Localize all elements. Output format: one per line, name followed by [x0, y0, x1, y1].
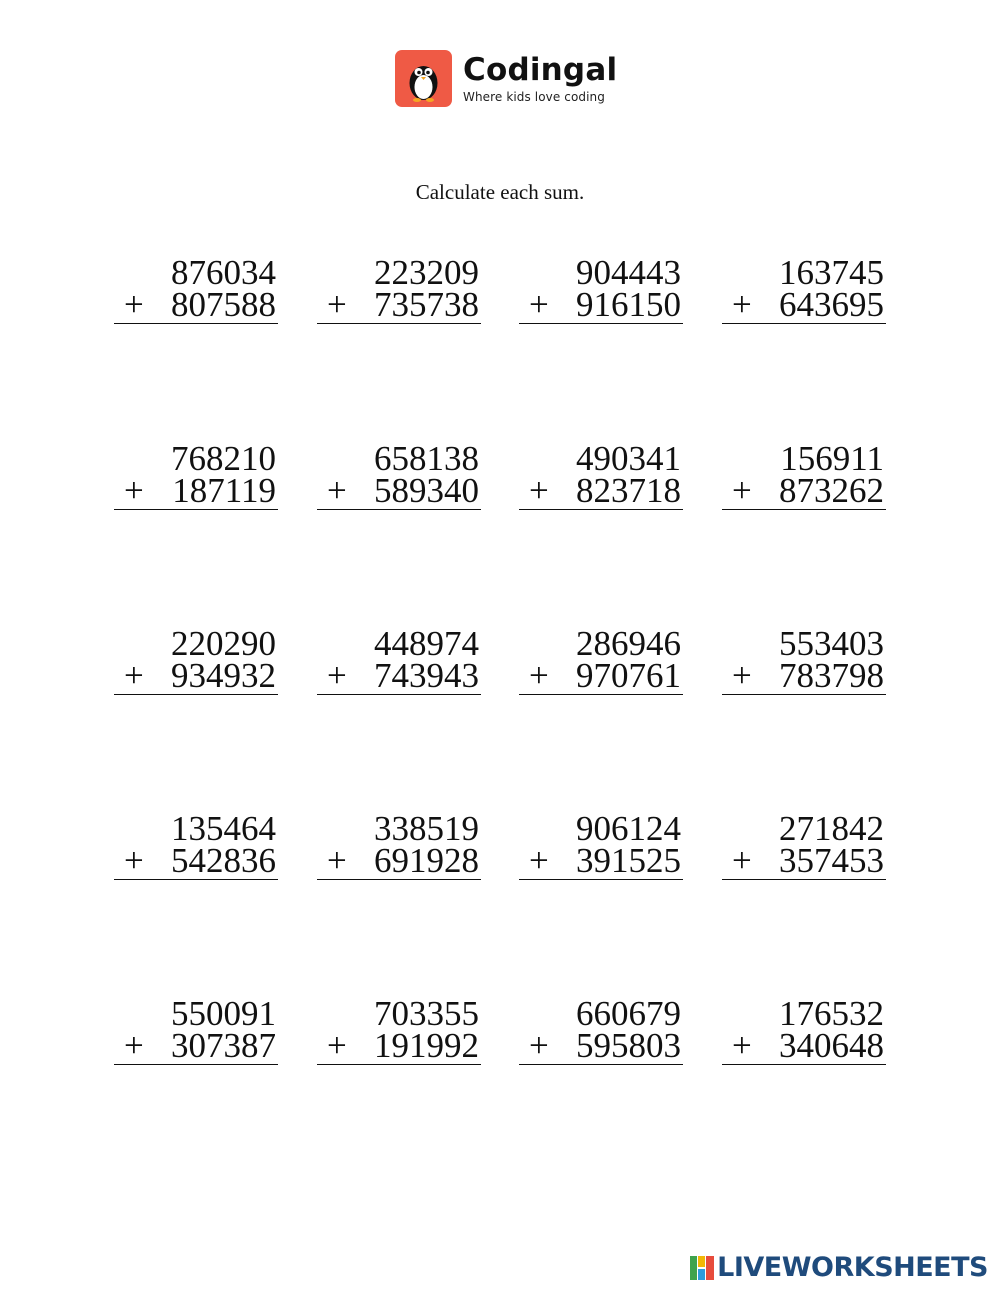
addend-bottom-row [722, 285, 886, 324]
addend-bottom-row [114, 285, 278, 324]
plus-sign: + [529, 285, 549, 324]
addend-bottom: 589340 [374, 471, 479, 510]
plus-sign: + [124, 471, 144, 510]
addend-bottom: 691928 [374, 841, 479, 880]
addend-top: 490341 [576, 439, 681, 478]
addend-bottom-row [722, 841, 886, 880]
addition-problem [519, 439, 683, 510]
addend-bottom-row [114, 471, 278, 510]
plus-sign: + [124, 285, 144, 324]
addend-bottom: 542836 [171, 841, 276, 880]
addend-bottom-row [519, 656, 683, 695]
addition-problem [722, 624, 886, 695]
addition-problem [519, 624, 683, 695]
plus-sign: + [529, 471, 549, 510]
plus-sign: + [124, 841, 144, 880]
addend-bottom-row [519, 841, 683, 880]
addend-bottom: 340648 [779, 1026, 884, 1065]
addend-bottom-row [519, 285, 683, 324]
addition-problem [114, 439, 278, 510]
logo-tagline: Where kids love coding [463, 89, 605, 104]
addend-top: 904443 [576, 253, 681, 292]
addend-bottom: 643695 [779, 285, 884, 324]
plus-sign: + [124, 1026, 144, 1065]
addition-problem [722, 994, 886, 1065]
addend-bottom-row [722, 656, 886, 695]
plus-sign: + [124, 656, 144, 695]
addend-bottom: 970761 [576, 656, 681, 695]
addition-problem [114, 624, 278, 695]
addition-problem [722, 439, 886, 510]
addend-top: 658138 [374, 439, 479, 478]
liveworksheets-logo-icon [690, 1256, 714, 1280]
addend-top: 156911 [780, 439, 884, 478]
addition-problem [114, 994, 278, 1065]
plus-sign: + [732, 285, 752, 324]
addend-bottom-row [317, 841, 481, 880]
logo-name: Codingal [463, 51, 618, 88]
codingal-logo [395, 50, 617, 107]
plus-sign: + [529, 656, 549, 695]
addend-bottom-row [317, 471, 481, 510]
plus-sign: + [732, 471, 752, 510]
addition-problem [519, 994, 683, 1065]
addend-bottom: 391525 [576, 841, 681, 880]
plus-sign: + [327, 841, 347, 880]
plus-sign: + [732, 656, 752, 695]
addend-bottom: 735738 [374, 285, 479, 324]
addend-top: 768210 [171, 439, 276, 478]
addition-problem [722, 253, 886, 324]
addend-top: 550091 [171, 994, 276, 1033]
addend-bottom: 873262 [779, 471, 884, 510]
addition-problem [317, 624, 481, 695]
plus-sign: + [327, 471, 347, 510]
addition-problem [722, 809, 886, 880]
addend-bottom: 783798 [779, 656, 884, 695]
addend-top: 286946 [576, 624, 681, 663]
addend-top: 876034 [171, 253, 276, 292]
addition-problem [114, 809, 278, 880]
addend-top: 271842 [779, 809, 884, 848]
addend-top: 163745 [779, 253, 884, 292]
addend-bottom-row [722, 1026, 886, 1065]
addition-problem [317, 253, 481, 324]
plus-sign: + [529, 1026, 549, 1065]
addend-bottom-row [519, 1026, 683, 1065]
plus-sign: + [732, 841, 752, 880]
addend-bottom-row [114, 656, 278, 695]
addend-bottom-row [114, 1026, 278, 1065]
addend-top: 660679 [576, 994, 681, 1033]
addend-bottom-row [519, 471, 683, 510]
addend-top: 223209 [374, 253, 479, 292]
addition-problem [519, 253, 683, 324]
addend-bottom: 357453 [779, 841, 884, 880]
addend-bottom: 187119 [172, 471, 276, 510]
addition-problem [317, 439, 481, 510]
plus-sign: + [529, 841, 549, 880]
addition-problem [317, 994, 481, 1065]
addend-bottom: 916150 [576, 285, 681, 324]
addend-bottom: 307387 [171, 1026, 276, 1065]
liveworksheets-watermark [690, 1252, 988, 1283]
addend-bottom-row [722, 471, 886, 510]
addend-bottom-row [317, 285, 481, 324]
addition-problem [114, 253, 278, 324]
plus-sign: + [732, 1026, 752, 1065]
addend-bottom: 934932 [171, 656, 276, 695]
addend-top: 338519 [374, 809, 479, 848]
addend-bottom-row [114, 841, 278, 880]
addend-top: 553403 [779, 624, 884, 663]
addend-top: 703355 [374, 994, 479, 1033]
plus-sign: + [327, 1026, 347, 1065]
addend-bottom: 807588 [171, 285, 276, 324]
penguin-logo-icon [395, 50, 452, 107]
addend-bottom: 823718 [576, 471, 681, 510]
addend-bottom: 191992 [374, 1026, 479, 1065]
addend-bottom-row [317, 1026, 481, 1065]
addend-bottom: 595803 [576, 1026, 681, 1065]
addition-problem [519, 809, 683, 880]
addend-top: 176532 [779, 994, 884, 1033]
plus-sign: + [327, 285, 347, 324]
instructions: Calculate each sum. [415, 180, 585, 204]
addend-top: 448974 [374, 624, 479, 663]
addition-problem [317, 809, 481, 880]
addend-top: 135464 [171, 809, 276, 848]
addend-top: 220290 [171, 624, 276, 663]
footer-brand: LIVEWORKSHEETS [717, 1252, 988, 1283]
addend-bottom: 743943 [374, 656, 479, 695]
plus-sign: + [327, 656, 347, 695]
addend-top: 906124 [576, 809, 681, 848]
addend-bottom-row [317, 656, 481, 695]
